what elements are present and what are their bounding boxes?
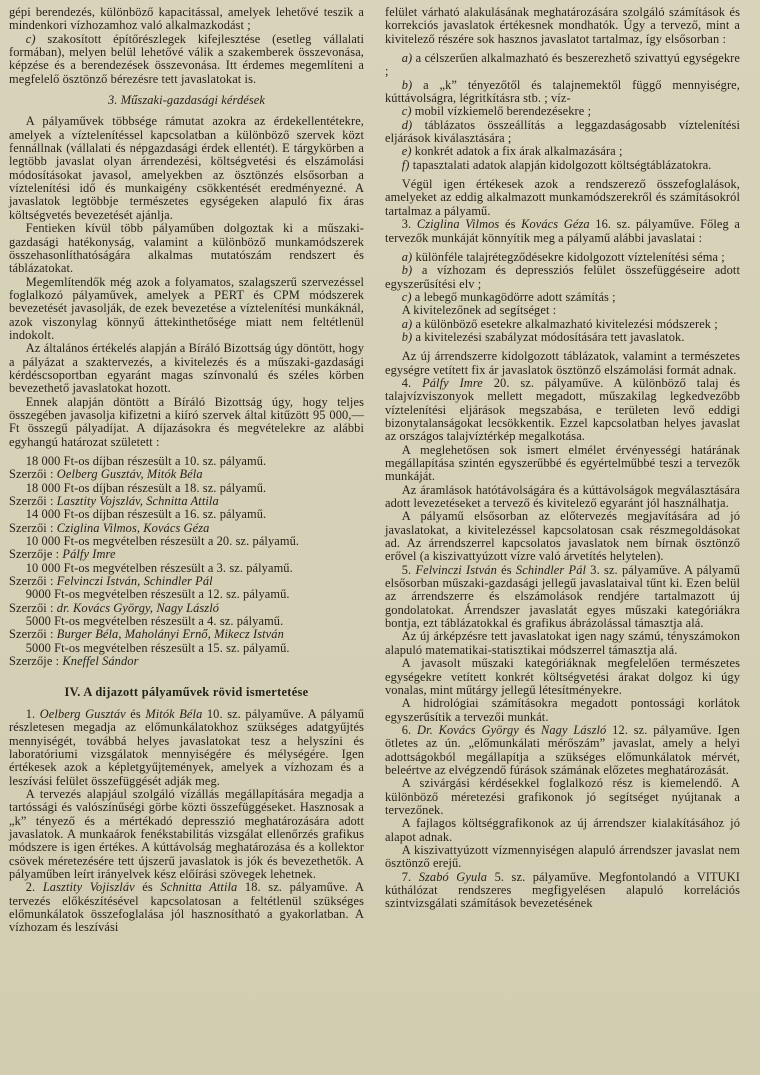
- paragraph: Az új árképzésre tett javaslatokat igen nagy számú, tényszámokon alapuló matematikai-statisztikai módszerrel támasztja alá.: [385, 629, 740, 657]
- paragraph: 1. Oelberg Gusztáv és Mitók Béla 10. sz. pályaműve. A pályamű részletesen megadja az előmunkálatokhoz szükséges adatgyűjtés mennyiségét, továbbá helyes javaslatokat tesz a helyszíni és laboratóriumi vizsgálatok mennyiségére és mélységére. Igen értékesek azok a képletgyűjtemények, amelyek a vízhozam és a leszívási felület összefüggését adják meg.: [9, 706, 364, 788]
- prize-authors: Szerzői : Felvinczi István, Schindler Pál: [9, 574, 213, 589]
- paragraph: A hidrológiai számításokra megadott pontossági korlátok egyszerűsítik a tervezői munkát.: [385, 696, 740, 724]
- paragraph: A szivárgási kérdésekkel foglalkozó rész is kiemelendő. A különböző méretezési grafikonok jó segítséget nyújtanak a tervezőnek.: [385, 776, 740, 817]
- list-item: f) tapasztalati adatok alapján kidolgozott költségtáblázatokra.: [401, 157, 712, 172]
- paragraph: A pályamű elsősorban az előtervezés megjavítására ad jó javaslatokat, a kivitelezéssel kapcsolatosan csak részmegoldásokat ad. Az árrendszerrel kapcsolatos javaslatok nem bírnak ösztönző erővel (a kiszivattyúzott vízre való árvetítés helytelen).: [385, 509, 740, 564]
- paragraph: A tervezés alapjául szolgáló vízállás megállapítására megadja a tartóssági és valószínűségi görbe közti összefüggéseket. Hasznosak a „k” tényező és a mértékadó depresszió meghatározására adott javaslatok. A munkaárok fenékstabilitás vizsgálat ellenőrzés grafikus módszere is igen értékes. A kúttávolság meghatározása és a kollektor csövek méretezésére tett újszerű javaslatok is jók és bevezethetők. A pályaműben leírt irányelvek kész előírási szövegek lehetnek.: [9, 786, 364, 881]
- paragraph: Ennek alapján döntött a Bíráló Bizottság úgy, hogy teljes összegében javasolja kifizetni a kiíró szervek által kitűzött 95 000,— Ft összegű pályadíjat. A díjazásokra és megvételekre az alábbi egyhangú határozat született :: [9, 394, 364, 449]
- paragraph: 3. Cziglina Vilmos és Kovács Géza 16. sz. pályaműve. Főleg a tervezők munkáját könnyítik meg a pályamű alábbi javaslatai :: [385, 217, 741, 245]
- list-item: c) mobil vízkiemelő berendezésekre ;: [401, 104, 592, 119]
- prize-amount: 18 000 Ft-os díjban részesült a 18. sz. pályamű.: [25, 480, 267, 495]
- prize-authors: Szerzői : Oelberg Gusztáv, Mitók Béla: [9, 467, 203, 482]
- section-heading: IV. A dijazott pályaművek rövid ismertetése: [64, 684, 309, 699]
- paragraph: 7. Szabó Gyula 5. sz. pályaműve. Megfontolandó a VITUKI kúthálózat rendszeres megfigyelésen alapuló korrelációs szintvizsgálati számítások bevezetésének: [385, 869, 740, 911]
- prize-authors: Szerzője : Pálfy Imre: [9, 547, 116, 562]
- list-item: b) a kivitelezési szabályzat módosítására tett javaslatok.: [401, 329, 685, 344]
- paragraph: 6. Dr. Kovács György és Nagy László 12. sz. pályaműve. Igen ötletes az ún. „előmunkálati mérőszám” javaslat, amely a helyi adottságokból megállapítja a szükséges előmunkálatok mérvét, beleértve az elvégzendő fúrások számának előzetes meghatározását.: [385, 722, 740, 777]
- paragraph: Megemlítendők még azok a folyamatos, szalagszerű szervezéssel foglalkozó pályaművek, amelyek a PERT és CPM módszerek bevezetését javasolják, de ezek bevezetése a víztelenítési munkáknál, azok viszonylag könnyű áttekinthetősége miatt nem feltétlenül indokolt.: [9, 274, 364, 342]
- paragraph: A kivitelezőnek ad segítséget :: [401, 303, 557, 318]
- prize-amount: 18 000 Ft-os díjban részesült a 10. sz. pályamű.: [25, 454, 267, 468]
- prize-authors: Szerzői : Burger Béla, Maholányi Ernő, Mikecz István: [9, 627, 284, 642]
- paragraph: felület várható alakulásának meghatározására szolgáló számítások és korrekciós javaslatok értékesnek mondhatók. Úgy a tervező, mint a kivitelező részére sok hasznos javaslatot tartalmaz, így elsősorban :: [385, 5, 740, 46]
- list-item: c) a lebegő munkagödörre adott számítás ;: [401, 289, 616, 304]
- prize-amount: 9000 Ft-os megvételben részesült a 12. sz. pályamű.: [25, 587, 290, 602]
- prize-amount: 14 000 Ft-os díjban részesült a 16. sz. pályamű.: [25, 507, 267, 522]
- paragraph: 4. Pálfy Imre 20. sz. pályaműve. A különböző talaj és talajvízviszonyok mellett megadott, műszakilag legkedvezőbb víztelenítési eljárások megszabása, e területen levő eddigi bizonytalanságokat lecsökkentik. Ezzel kapcsolatban helyes javaslat az országos talajvíztérkép megalkotása.: [385, 375, 740, 444]
- paragraph: Végül igen értékesek azok a rendszerező összefoglalások, amelyeket az eddig alkalmazott munkamódszerekről és számításokról tartalmaz a pályamű.: [385, 177, 740, 218]
- list-item: b) a vízhozam és depressziós felület összefüggéseire adott egyszerűsítési elv ;: [385, 263, 740, 291]
- paragraph: Az áramlások hatótávolságára és a kúttávolságok megválasztására adott levezetéseket a tervező és kivitelező egyaránt jól használhatja.: [385, 482, 740, 511]
- paragraph: A meglehetősen sok ismert elmélet érvényességi határának megállapítása szintén egyszerűbbé és egyértelműbbé teszi a tervezők munkáját.: [385, 442, 740, 484]
- section-heading: 3. Műszaki-gazdasági kérdések: [108, 93, 265, 108]
- right-column: [385, 6, 740, 1075]
- prize-amount: 5000 Ft-os megvételben részesült a 4. sz. pályamű.: [25, 614, 284, 629]
- prize-authors: Szerzője : Kneffel Sándor: [9, 654, 139, 669]
- prize-amount: 10 000 Ft-os megvételben részesült a 20. sz. pályamű.: [25, 534, 300, 549]
- prize-authors: Szerzői : dr. Kovács György, Nagy László: [9, 600, 220, 615]
- paragraph: A javasolt műszaki kategóriáknak megfelelően természetes egységekre vetített konkrét költségvetési árakat dolgoz ki úgy vonalas, mint műtárgy jellegű létesítményekre.: [385, 656, 740, 697]
- paragraph: Az általános értékelés alapján a Bíráló Bizottság úgy döntött, hogy a pályázat a szaktervezés, a kivitelezés és a műszaki-gazdasági kérdéscsoportban egyaránt magas színvonalú és széles körben bevezethető javaslatokat hozott.: [9, 341, 364, 396]
- paragraph: 2. Lasztity Vojiszláv és Schnitta Attila 18. sz. pályaműve. A tervezés előkészítésével kapcsolatosan a feltétlenül szükséges előmunkálatok összefoglalása jól hasznosítható a gyakorlatban. A vízhozam és leszívási: [9, 880, 364, 935]
- left-column: [9, 6, 364, 1075]
- prize-authors: Szerzői : Cziglina Vilmos, Kovács Géza: [9, 520, 210, 535]
- paragraph: A kiszivattyúzott vízmennyiségen alapuló árrendszer javaslat nem ösztönző erejű.: [385, 842, 740, 871]
- list-item: a) a célszerűen alkalmazható és beszerezhető szivattyú egységekre ;: [385, 51, 740, 79]
- prize-amount: 10 000 Ft-os megvételben részesült a 3. sz. pályamű.: [25, 560, 293, 575]
- paragraph: A fajlagos költséggrafikonok az új árrendszer kialakításához jó alapot adnak.: [385, 816, 740, 844]
- paragraph: gépi berendezés, különböző kapacitással, amelyek lehetővé teszik a mindenkori vízhozamhoz való alkalmazkodást ;: [9, 5, 364, 33]
- paragraph: Fentieken kívül több pályaműben dolgoztak ki a műszaki-gazdasági hatékonyság, valamint a különböző munkamódszerek összehasonlíthatóságára alkalmas mutatószám rendszert és táblázatokat.: [9, 221, 364, 276]
- list-item: b) a „k” tényezőtől és talajnemektől függő mennyiségre, kúttávolságra, légritkításra stb. ; víz-: [385, 77, 740, 106]
- list-item: d) táblázatos összeállítás a leggazdaságosabb víztelenítési eljárások kiválasztására ;: [385, 117, 740, 146]
- paragraph: A pályaművek többsége rámutat azokra az érdekellentétekre, amelyek a víztelenítéssel kapcsolatban a különböző szervek közt fennállnak (vállalati és népgazdasági érdek ellentét). E tárgykörben a legtöbb javaslat olyan árrendezési, költségvetési és elszámolási módosításokat javasol, amelyekben az ösztönzés elsősorban a víztelenítési idő és munkaigény csökkentését eredményezné. A javaslatok legtöbbje természetes egységeken alapuló fix áras költségvetés bevezetését ajánlja.: [9, 114, 364, 222]
- list-item: a) különféle talajrétegződésekre kidolgozott víztelenítési séma ;: [401, 249, 725, 264]
- prize-authors: Szerzői : Lasztity Vojszláv, Schnitta Attila: [9, 494, 219, 509]
- list-item: e) konkrét adatok a fix árak alkalmazására ;: [401, 144, 623, 159]
- prize-amount: 5000 Ft-os megvételben részesült a 15. sz. pályamű.: [25, 640, 290, 655]
- paragraph: 5. Felvinczi István és Schindler Pál 3. sz. pályaműve. A pályamű elsősorban műszaki-gazdasági jellegű javaslataival tűnt ki. Ezen belül az árrendszerre és elszámolások rendjére tartalmazott új gondolatokat. Árrendszer javaslatát egyes műszaki kategóriákra bontja, ezt táblázatokkal és grafikus ábrázolással támasztja alá.: [385, 562, 740, 631]
- paragraph: c) szakosított építőrészlegek kifejlesztése (esetleg vállalati formában), melyen belül lehetővé válik a szakemberek összevonása, képzése és a berendezések összevonása. Itt érdemes megemlíteni a megfelelő ösztönző bérezésre tett javaslatokat is.: [9, 31, 364, 86]
- paragraph: Az új árrendszerre kidolgozott táblázatok, valamint a természetes egységre vetített fix ár javaslatok ösztönző elszámolási formát adnak.: [385, 349, 740, 377]
- list-item: a) a különböző esetekre alkalmazható kivitelezési módszerek ;: [401, 316, 718, 331]
